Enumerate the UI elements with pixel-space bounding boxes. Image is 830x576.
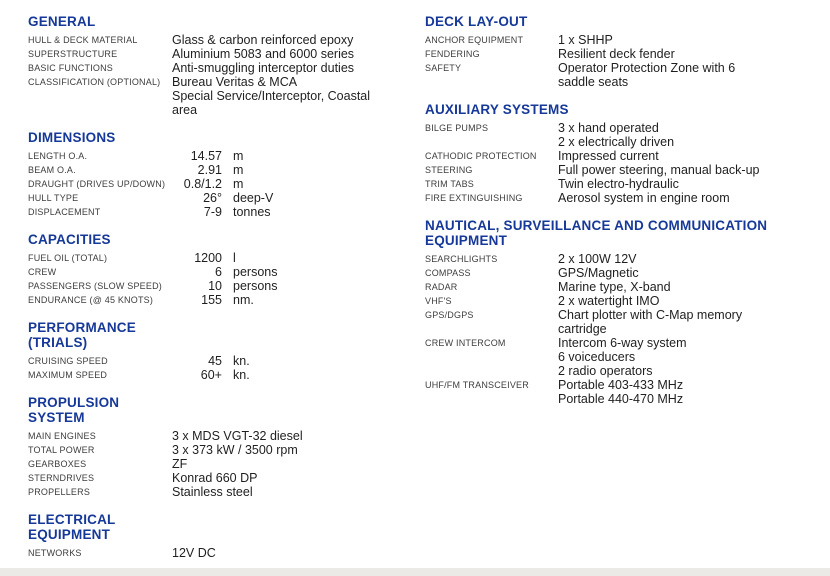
spec-value: [558, 294, 659, 308]
spec-value: [172, 457, 187, 471]
spec-label: STEERING: [425, 165, 473, 175]
spec-row: [28, 429, 403, 443]
spec-value-line: Portable 440-470 MHz: [558, 392, 684, 406]
section-title-line: ELECTRICAL: [28, 512, 116, 527]
spec-unit: persons: [233, 279, 278, 293]
section-title: [425, 14, 830, 29]
spec-value-line: area: [172, 103, 198, 117]
spec-row: [28, 368, 403, 382]
spec-label: CRUISING SPEED: [28, 356, 108, 366]
spec-label: PROPELLERS: [28, 487, 91, 497]
spec-row: [425, 149, 830, 163]
section-performance-trials: [28, 320, 403, 382]
section-title: [28, 14, 403, 29]
spec-value: [558, 378, 683, 406]
spec-column-left: [28, 14, 403, 573]
spec-row: [425, 61, 830, 89]
spec-value: [558, 266, 639, 280]
spec-value: 1200: [194, 251, 222, 265]
spec-label: ENDURANCE (@ 45 KNOTS): [28, 295, 154, 305]
spec-label: PASSENGERS (SLOW SPEED): [28, 281, 162, 291]
spec-row: [425, 47, 830, 61]
spec-value: [558, 308, 742, 336]
spec-value-line: 2 x electrically driven: [558, 135, 675, 149]
section-title-line: GENERAL: [28, 14, 96, 29]
spec-unit: tonnes: [233, 205, 271, 219]
spec-unit: kn.: [233, 354, 250, 368]
spec-value-line: Aerosol system in engine room: [558, 191, 730, 205]
section-title-line: EQUIPMENT: [425, 233, 508, 248]
spec-value: 45: [208, 354, 222, 368]
spec-label: MAXIMUM SPEED: [28, 370, 108, 380]
spec-row: [425, 33, 830, 47]
spec-value: 10: [208, 279, 222, 293]
spec-value: [172, 485, 253, 499]
spec-label: CREW INTERCOM: [425, 338, 506, 348]
section-title-line: PROPULSION: [28, 395, 120, 410]
section-title: [28, 320, 403, 350]
spec-value-line: 3 x MDS VGT-32 diesel: [172, 429, 303, 443]
spec-label: COMPASS: [425, 268, 471, 278]
spec-label: BILGE PUMPS: [425, 123, 489, 133]
spec-label: TOTAL POWER: [28, 445, 95, 455]
spec-label: STERNDRIVES: [28, 473, 95, 483]
spec-row: [28, 47, 403, 61]
spec-row: [28, 33, 403, 47]
spec-row: [28, 279, 403, 293]
section-electrical-equipment: [28, 512, 403, 560]
spec-row: [425, 378, 830, 406]
spec-unit: kn.: [233, 368, 250, 382]
spec-value: [172, 33, 353, 47]
section-title-line: EQUIPMENT: [28, 527, 111, 542]
section-title: [28, 512, 403, 542]
spec-row: [425, 336, 830, 378]
spec-row: [28, 251, 403, 265]
section-dimensions: [28, 130, 403, 219]
spec-unit: deep-V: [233, 191, 274, 205]
spec-row: [28, 443, 403, 457]
spec-value-line: 2 x watertight IMO: [558, 294, 660, 308]
section-title-line: DECK LAY-OUT: [425, 14, 528, 29]
spec-value: [558, 280, 671, 294]
spec-label: GEARBOXES: [28, 459, 87, 469]
spec-value: [558, 177, 679, 191]
spec-label: BASIC FUNCTIONS: [28, 63, 114, 73]
spec-row: [425, 163, 830, 177]
spec-value-line: Impressed current: [558, 149, 659, 163]
spec-value: [558, 33, 613, 47]
spec-unit: persons: [233, 265, 278, 279]
spec-value: [558, 61, 735, 89]
spec-row: [28, 457, 403, 471]
spec-row: [28, 471, 403, 485]
spec-label: FENDERING: [425, 49, 480, 59]
spec-value-line: 2 radio operators: [558, 364, 653, 378]
spec-label: TRIM TABS: [425, 179, 474, 189]
section-title-line: NAUTICAL, SURVEILLANCE AND COMMUNICATION: [425, 218, 768, 233]
spec-label: DISPLACEMENT: [28, 207, 101, 217]
spec-row: [425, 294, 830, 308]
spec-value: 26°: [203, 191, 222, 205]
spec-value-line: 1 x SHHP: [558, 33, 613, 47]
spec-row: [425, 191, 830, 205]
spec-value: 60+: [200, 368, 222, 382]
spec-value: [172, 471, 257, 485]
spec-value: 2.91: [197, 163, 222, 177]
spec-value: [558, 121, 674, 149]
spec-label: CATHODIC PROTECTION: [425, 151, 537, 161]
spec-label: SEARCHLIGHTS: [425, 254, 498, 264]
spec-row: [28, 61, 403, 75]
section-title: [425, 218, 830, 248]
spec-value-line: saddle seats: [558, 75, 629, 89]
spec-value: [558, 149, 659, 163]
spec-value: [558, 252, 637, 266]
spec-row: [28, 293, 403, 307]
spec-value-line: 3 x hand operated: [558, 121, 659, 135]
spec-unit: m: [233, 163, 244, 177]
spec-value: 14.57: [190, 149, 222, 163]
spec-value-line: Resilient deck fender: [558, 47, 675, 61]
spec-row: [425, 308, 830, 336]
section-general: [28, 14, 403, 117]
spec-value: [558, 163, 760, 177]
spec-label: HULL & DECK MATERIAL: [28, 35, 138, 45]
spec-column-right: [425, 14, 830, 573]
spec-label: FIRE EXTINGUISHING: [425, 193, 523, 203]
section-title: [28, 130, 403, 145]
spec-label: LENGTH O.A.: [28, 151, 88, 161]
spec-label: FUEL OIL (TOTAL): [28, 253, 108, 263]
section-deck-lay-out: [425, 14, 830, 89]
spec-value: [172, 443, 298, 457]
spec-value-line: cartridge: [558, 322, 607, 336]
spec-label: CLASSIFICATION (OPTIONAL): [28, 77, 161, 87]
spec-label: DRAUGHT (DRIVES UP/DOWN): [28, 179, 166, 189]
spec-row: [425, 266, 830, 280]
spec-row: [28, 265, 403, 279]
spec-value-line: Konrad 660 DP: [172, 471, 258, 485]
spec-row: [28, 191, 403, 205]
spec-label: VHF'S: [425, 296, 452, 306]
section-capacities: [28, 232, 403, 307]
spec-value: [172, 546, 216, 560]
section-title-line: SYSTEM: [28, 410, 85, 425]
spec-value: [172, 47, 354, 61]
spec-label: MAIN ENGINES: [28, 431, 96, 441]
section-title: [425, 102, 830, 117]
spec-label: RADAR: [425, 282, 458, 292]
spec-label: ANCHOR EQUIPMENT: [425, 35, 524, 45]
spec-row: [28, 75, 403, 117]
section-title-line: DIMENSIONS: [28, 130, 116, 145]
spec-unit: m: [233, 149, 244, 163]
spec-label: GPS/DGPS: [425, 310, 474, 320]
spec-row: [28, 149, 403, 163]
section-title: [28, 232, 403, 247]
section-title-line: AUXILIARY SYSTEMS: [425, 102, 569, 117]
spec-value-line: Portable 403-433 MHz: [558, 378, 684, 392]
spec-value-line: 6 voiceducers: [558, 350, 636, 364]
spec-unit: nm.: [233, 293, 254, 307]
spec-value-line: Stainless steel: [172, 485, 253, 499]
spec-label: SUPERSTRUCTURE: [28, 49, 118, 59]
spec-unit: m: [233, 177, 244, 191]
section-title-line: (TRIALS): [28, 335, 88, 350]
spec-row: [425, 177, 830, 191]
spec-value-line: GPS/Magnetic: [558, 266, 639, 280]
spec-value: [558, 336, 687, 378]
spec-label: HULL TYPE: [28, 193, 79, 203]
spec-unit: l: [233, 251, 236, 265]
spec-value: [558, 191, 730, 205]
spec-row: [28, 205, 403, 219]
section-nautical-surveillance-communication-equipment: [425, 218, 830, 406]
spec-label: BEAM O.A.: [28, 165, 76, 175]
spec-value: [558, 47, 675, 61]
section-title-line: CAPACITIES: [28, 232, 111, 247]
spec-row: [28, 546, 403, 560]
spec-value-line: 12V DC: [172, 546, 216, 560]
spec-value-line: 2 x 100W 12V: [558, 252, 637, 266]
spec-row: [28, 485, 403, 499]
spec-label: NETWORKS: [28, 548, 82, 558]
section-propulsion-system: [28, 395, 403, 499]
spec-value: [172, 429, 303, 443]
spec-value-line: Bureau Veritas & MCA: [172, 75, 298, 89]
spec-value-line: Full power steering, manual back-up: [558, 163, 760, 177]
spec-value-line: Twin electro-hydraulic: [558, 177, 679, 191]
spec-row: [425, 280, 830, 294]
section-title: [28, 395, 403, 425]
section-title-line: PERFORMANCE: [28, 320, 136, 335]
section-auxiliary-systems: [425, 102, 830, 205]
spec-label: UHF/FM TRANSCEIVER: [425, 380, 529, 390]
spec-value-line: Glass & carbon reinforced epoxy: [172, 33, 354, 47]
spec-label: CREW: [28, 267, 57, 277]
spec-value-line: 3 x 373 kW / 3500 rpm: [172, 443, 298, 457]
spec-value-line: Operator Protection Zone with 6: [558, 61, 736, 75]
spec-value-line: Special Service/Interceptor, Coastal: [172, 89, 371, 103]
spec-row: [28, 163, 403, 177]
spec-value-line: Anti-smuggling interceptor duties: [172, 61, 355, 75]
spec-value: 0.8/1.2: [183, 177, 222, 191]
spec-value-line: Chart plotter with C-Map memory: [558, 308, 743, 322]
spec-value: 7-9: [203, 205, 222, 219]
spec-row: [28, 177, 403, 191]
spec-value: [172, 75, 370, 117]
spec-row: [28, 354, 403, 368]
spec-label: SAFETY: [425, 63, 462, 73]
spec-value-line: Aluminium 5083 and 6000 series: [172, 47, 355, 61]
page-bottom-strip: [0, 568, 830, 576]
spec-row: [425, 252, 830, 266]
spec-value-line: Intercom 6-way system: [558, 336, 687, 350]
spec-row: [425, 121, 830, 149]
spec-value-line: ZF: [172, 457, 188, 471]
spec-value: [172, 61, 354, 75]
spec-value-line: Marine type, X-band: [558, 280, 671, 294]
spec-value: 155: [201, 293, 222, 307]
spec-value: 6: [215, 265, 222, 279]
